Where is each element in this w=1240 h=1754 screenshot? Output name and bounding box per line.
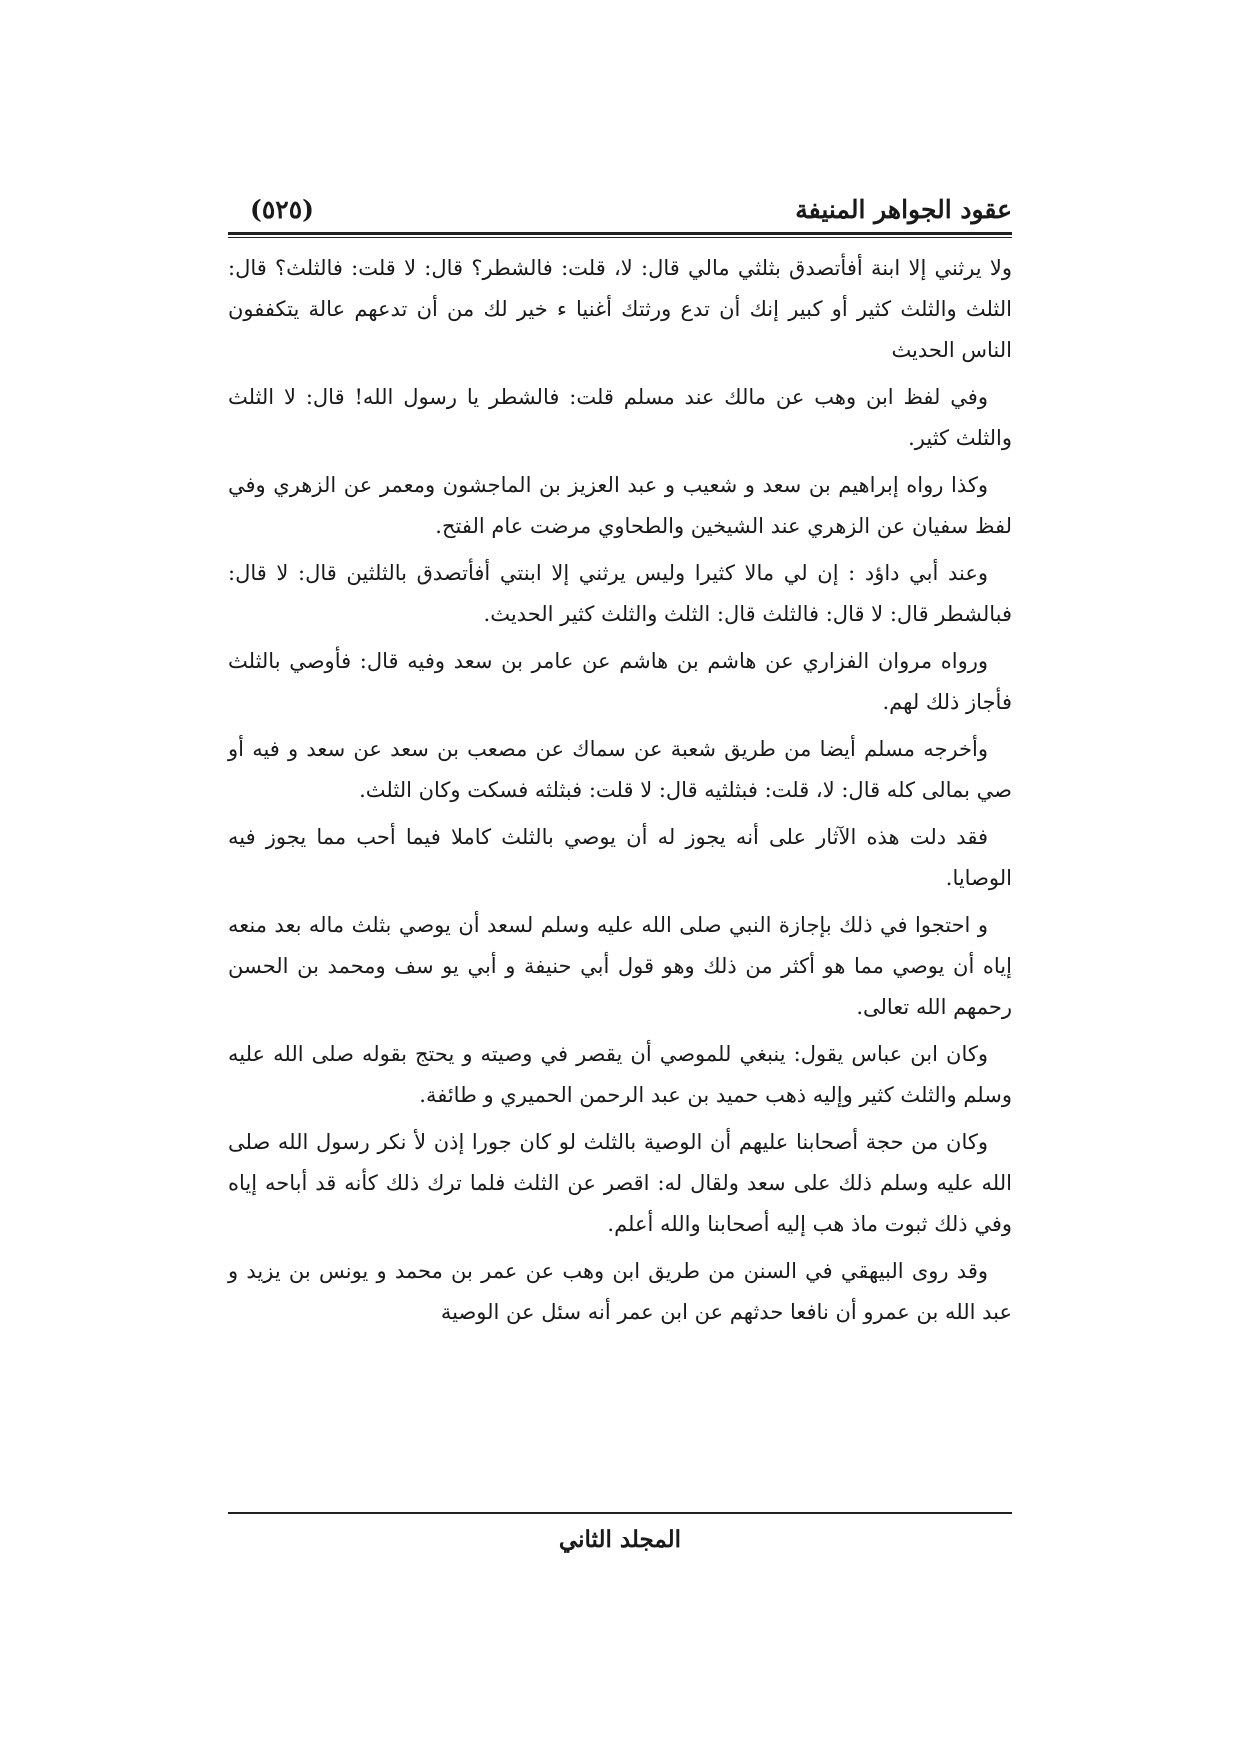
paragraph: وأخرجه مسلم أيضا من طريق شعبة عن سماك عن مصعب بن سعد عن سعد و فيه أو صي بمالى كله قال: لا، قلت: فبثلثيه قال: لا قلت: فبثلثه فسكت وكان الثلث. bbox=[228, 737, 1012, 802]
page-header bbox=[228, 190, 1012, 230]
page bbox=[228, 0, 1012, 1754]
paragraph: ولا يرثني إلا ابنة أفأتصدق بثلثي مالي قال: لا، قلت: فالشطر؟ قال: لا قلت: فالثلث؟ قال: الثلث والثلث كثير أو كبير إنك أن تدع ورثتك أغنيا ء خير لك من أن تدعهم عالة يتكففون الناس الحديث bbox=[228, 256, 1012, 362]
footer-divider bbox=[228, 1512, 1012, 1514]
paragraph: وعند أبي داؤد : إن لي مالا كثيرا وليس يرثني إلا ابنتي أفأتصدق بالثلثين قال: لا قال: فبالشطر قال: لا قال: فالثلث قال: الثلث والثلث كثير الحديث. bbox=[228, 561, 1012, 626]
paragraph: وقد روى البيهقي في السنن من طريق ابن وهب عن عمر بن محمد و يونس بن يزيد و عبد الله بن عمرو أن نافعا حدثهم عن ابن عمر أنه سئل عن الوصية bbox=[228, 1259, 1012, 1324]
paragraph: وكذا رواه إبراهيم بن سعد و شعيب و عبد العزيز بن الماجشون ومعمر عن الزهري وفي لفظ سفيان عن الزهري عند الشيخين والطحاوي مرضت عام الفتح. bbox=[228, 473, 1012, 538]
body-text bbox=[228, 248, 1012, 1339]
paragraph: وفي لفظ ابن وهب عن مالك عند مسلم قلت: فالشطر يا رسول الله! قال: لا الثلث والثلث كثير. bbox=[228, 385, 1012, 450]
book-title: عقود الجواهر المنيفة bbox=[795, 195, 1012, 224]
paragraph: وكان من حجة أصحابنا عليهم أن الوصية بالثلث لو كان جورا إذن لأ نكر رسول الله صلى الله عليه وسلم ذلك على سعد ولقال له: اقصر عن الثلث فلما ترك ذلك كأنه قد أباحه إياه وفي ذلك ثبوت ماذ هب إليه أصحابنا والله أعلم. bbox=[228, 1130, 1012, 1236]
paragraph: فقد دلت هذه الآثار على أنه يجوز له أن يوصي بالثلث كاملا فيما أحب مما يجوز فيه الوصايا. bbox=[228, 825, 1012, 890]
header-divider bbox=[228, 232, 1012, 238]
paragraph: ورواه مروان الفزاري عن هاشم بن هاشم عن عامر بن سعد وفيه قال: فأوصي بالثلث فأجاز ذلك لهم. bbox=[228, 649, 1012, 714]
paragraph: و احتجوا في ذلك بإجازة النبي صلى الله عليه وسلم لسعد أن يوصي بثلث ماله بعد منعه إياه أن يوصي مما هو أكثر من ذلك وهو قول أبي حنيفة و أبي يو سف ومحمد بن الحسن رحمهم الله تعالى. bbox=[228, 913, 1012, 1019]
paragraph: وكان ابن عباس يقول: ينبغي للموصي أن يقصر في وصيته و يحتج بقوله صلى الله عليه وسلم والثلث كثير وإليه ذهب حميد بن عبد الرحمن الحميري و طائفة. bbox=[228, 1042, 1012, 1107]
volume-footer: المجلد الثاني bbox=[558, 1526, 682, 1553]
page-number: (٥٢٥) bbox=[250, 195, 314, 224]
